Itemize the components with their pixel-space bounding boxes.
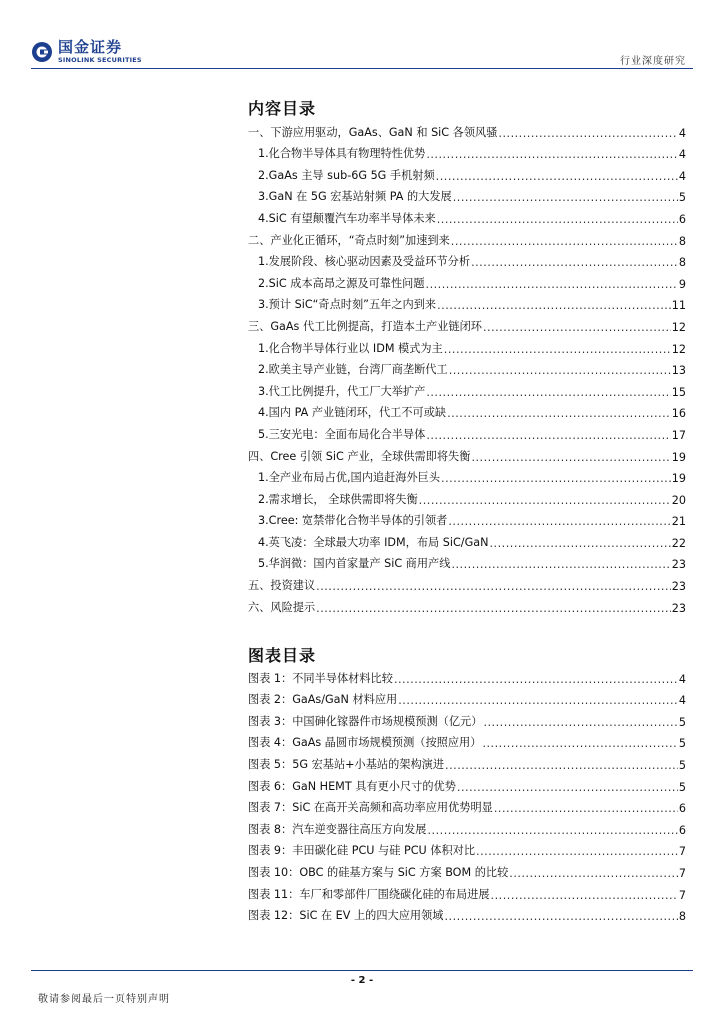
contents-list — [248, 118, 686, 615]
toc-entry[interactable] — [248, 528, 686, 550]
figure-entry-label: 图表 5：5G 宏基站+小基站的架构演进 — [248, 757, 445, 771]
dot-leader — [316, 602, 671, 615]
figure-entry-page: 5 — [678, 780, 686, 794]
toc-entry-label: 5.三安光电：全面布局化合半导体 — [258, 427, 426, 441]
toc-entry[interactable] — [248, 140, 686, 162]
toc-entry-page: 4 — [678, 169, 686, 183]
toc-entry-page: 17 — [671, 428, 686, 442]
dot-leader — [483, 321, 671, 334]
figure-entry[interactable] — [248, 664, 686, 686]
figure-entry-page: 6 — [678, 802, 686, 816]
figure-entry-label: 图表 4：GaAs 晶圆市场规模预测（按照应用） — [248, 736, 482, 750]
dot-leader — [447, 407, 671, 420]
figure-entry[interactable] — [248, 686, 686, 708]
figure-entry-page: 6 — [678, 823, 686, 837]
toc-entry[interactable] — [248, 377, 686, 399]
report-type: 行业深度研究 — [620, 56, 686, 67]
figure-entry-page: 5 — [678, 715, 686, 729]
figure-entry[interactable] — [248, 794, 686, 816]
toc-entry-label: 四、Cree 引领 SiC 产业，全球供需即将失衡 — [248, 449, 471, 463]
toc-entry[interactable] — [248, 485, 686, 507]
toc-entry[interactable] — [248, 183, 686, 205]
toc-entry-label: 五、投资建议 — [248, 579, 316, 593]
toc-entry-page: 23 — [671, 558, 686, 572]
dot-leader — [426, 429, 670, 442]
disclaimer: 敬请参阅最后一页特别声明 — [38, 994, 170, 1005]
brand-name-cn: 国金证券 — [58, 38, 123, 56]
toc-entry-label: 2.欧美主导产业链，台湾厂商垄断代工 — [258, 363, 448, 377]
toc-entry[interactable] — [248, 226, 686, 248]
figure-entry[interactable] — [248, 729, 686, 751]
figure-entry-label: 图表 12：SiC 在 EV 上的四大应用领域 — [248, 909, 444, 923]
toc-entry-label: 三、GaAs 代工比例提高，打造本土产业链闭环 — [248, 319, 482, 333]
toc-entry-page: 8 — [678, 256, 686, 270]
figure-entry[interactable] — [248, 902, 686, 924]
dot-leader — [441, 472, 671, 485]
toc-entry-label: 4.英飞凌：全球最大功率 IDM，布局 SiC/GaN — [258, 535, 489, 549]
toc-entry[interactable] — [248, 464, 686, 486]
toc-entry[interactable] — [248, 161, 686, 183]
dot-leader — [453, 191, 678, 204]
page-header — [0, 0, 724, 72]
toc-entry-label: 1.化合物半导体具有物理特性优势 — [258, 147, 426, 161]
toc-entry-label: 2.需求增长， 全球供需即将失衡 — [258, 492, 418, 506]
page-number: - 2 - — [350, 975, 374, 986]
dot-leader — [398, 694, 678, 707]
dot-leader — [471, 451, 670, 464]
contents-title: 内容目录 — [248, 99, 317, 118]
toc-entry-page: 9 — [678, 277, 686, 291]
toc-entry[interactable] — [248, 334, 686, 356]
figure-entry-label: 图表 11：车厂和零部件厂围绕碳化硅的布局进展 — [248, 887, 490, 901]
toc-entry-page: 6 — [678, 212, 686, 226]
toc-entry[interactable] — [248, 291, 686, 313]
toc-entry[interactable] — [248, 399, 686, 421]
figure-entry-label: 图表 2：GaAs/GaN 材料应用 — [248, 693, 398, 707]
dot-leader — [483, 716, 677, 729]
dot-leader — [449, 364, 671, 377]
dot-leader — [426, 386, 670, 399]
toc-entry-label: 3.代工比例提升，代工厂大举扩产 — [258, 384, 426, 398]
toc-entry-label: 六、风险提示 — [248, 600, 316, 614]
dot-leader — [436, 170, 678, 183]
toc-entry[interactable] — [248, 269, 686, 291]
figure-entry-page: 7 — [678, 866, 686, 880]
dot-leader — [437, 213, 678, 226]
dot-leader — [482, 737, 677, 750]
toc-entry-label: 4.SiC 有望颠覆汽车功率半导体未来 — [258, 211, 436, 225]
toc-entry-label: 2.SiC 成本高昂之源及可靠性问题 — [258, 276, 425, 290]
toc-entry[interactable] — [248, 442, 686, 464]
dot-leader — [426, 148, 678, 161]
dot-leader — [445, 759, 678, 772]
toc-entry-page: 4 — [678, 148, 686, 162]
header-divider — [31, 68, 693, 69]
dot-leader — [489, 537, 670, 550]
toc-entry-page: 23 — [671, 580, 686, 594]
figure-entry-label: 图表 9：丰田碳化硅 PCU 与硅 PCU 体积对比 — [248, 844, 476, 858]
toc-entry[interactable] — [248, 420, 686, 442]
figure-entry-page: 7 — [678, 888, 686, 902]
toc-entry-page: 20 — [671, 493, 686, 507]
brand-name-en: SINOLINK SECURITIES — [58, 56, 142, 64]
figure-entry-label: 图表 3：中国砷化镓器件市场规模预测（亿元） — [248, 714, 483, 728]
toc-entry-page: 21 — [671, 515, 686, 529]
dot-leader — [437, 299, 671, 312]
toc-entry[interactable] — [248, 248, 686, 270]
toc-entry-page: 12 — [671, 320, 686, 334]
figure-entry-page: 4 — [678, 672, 686, 686]
toc-entry-page: 5 — [678, 191, 686, 205]
toc-entry[interactable] — [248, 507, 686, 529]
toc-entry-page: 13 — [671, 364, 686, 378]
figure-entry-page: 4 — [678, 694, 686, 708]
figure-entry-label: 图表 6：GaN HEMT 具有更小尺寸的优势 — [248, 779, 456, 793]
figure-entry-page: 8 — [678, 910, 686, 924]
dot-leader — [457, 781, 678, 794]
figure-entry[interactable] — [248, 837, 686, 859]
figures-title: 图表目录 — [248, 646, 317, 665]
toc-entry-page: 19 — [671, 472, 686, 486]
toc-entry-label: 4.国内 PA 产业链闭环，代工不可或缺 — [258, 406, 447, 420]
figure-entry-label: 图表 1：不同半导体材料比较 — [248, 671, 393, 685]
footer-divider — [31, 970, 693, 971]
dot-leader — [444, 343, 671, 356]
toc-entry-label: 二、产业化正循环，“奇点时刻”加速到来 — [248, 233, 450, 247]
dot-leader — [419, 494, 671, 507]
toc-entry[interactable] — [248, 356, 686, 378]
figure-entry-label: 图表 8：汽车逆变器往高压方向发展 — [248, 822, 427, 836]
dot-leader — [394, 673, 678, 686]
toc-entry[interactable] — [248, 312, 686, 334]
toc-entry-label: 1.化合物半导体行业以 IDM 模式为主 — [258, 341, 443, 355]
figure-entry-label: 图表 7：SiC 在高开关高频和高功率应用优势明显 — [248, 801, 493, 815]
toc-entry[interactable] — [248, 593, 686, 615]
dot-leader — [476, 845, 678, 858]
dot-leader — [491, 889, 678, 902]
dot-leader — [316, 580, 671, 593]
dot-leader — [448, 515, 670, 528]
dot-leader — [428, 824, 678, 837]
figures-list — [248, 664, 686, 923]
toc-entry-page: 11 — [671, 299, 686, 313]
sinolink-logo-icon — [31, 41, 53, 63]
toc-entry[interactable] — [248, 118, 686, 140]
figure-entry-page: 5 — [678, 758, 686, 772]
dot-leader — [451, 235, 678, 248]
toc-entry-page: 22 — [671, 536, 686, 550]
toc-entry-label: 3.预计 SiC“奇点时刻”五年之内到来 — [258, 298, 437, 312]
figure-entry[interactable] — [248, 772, 686, 794]
toc-entry-page: 8 — [678, 234, 686, 248]
dot-leader — [444, 910, 677, 923]
toc-entry-page: 16 — [671, 407, 686, 421]
brand-logo — [31, 40, 142, 64]
dot-leader — [451, 558, 670, 571]
toc-entry-label: 1.全产业布局占优,国内追赶海外巨头 — [258, 471, 441, 485]
toc-entry-page: 15 — [671, 385, 686, 399]
toc-entry-label: 3.GaN 在 5G 宏基站射频 PA 的大发展 — [258, 190, 452, 204]
toc-entry-label: 2.GaAs 主导 sub-6G 5G 手机射频 — [258, 168, 435, 182]
dot-leader — [426, 278, 678, 291]
toc-entry-page: 19 — [671, 450, 686, 464]
figure-entry-page: 7 — [678, 845, 686, 859]
figure-entry-page: 5 — [678, 737, 686, 751]
dot-leader — [509, 867, 678, 880]
toc-entry-label: 一、下游应用驱动，GaAs、GaN 和 SiC 各领风骚 — [248, 125, 498, 139]
dot-leader — [494, 802, 678, 815]
figure-entry[interactable] — [248, 815, 686, 837]
toc-entry-page: 4 — [678, 126, 686, 140]
figure-entry[interactable] — [248, 880, 686, 902]
toc-entry[interactable] — [248, 204, 686, 226]
figure-entry[interactable] — [248, 858, 686, 880]
toc-entry-page: 23 — [671, 601, 686, 615]
toc-entry[interactable] — [248, 571, 686, 593]
dot-leader — [498, 127, 677, 140]
figure-entry[interactable] — [248, 707, 686, 729]
figure-entry[interactable] — [248, 750, 686, 772]
figure-entry-label: 图表 10：OBC 的硅基方案与 SiC 方案 BOM 的比较 — [248, 865, 509, 879]
toc-entry[interactable] — [248, 550, 686, 572]
dot-leader — [471, 256, 678, 269]
toc-entry-label: 1.发展阶段、核心驱动因素及受益环节分析 — [258, 255, 471, 269]
toc-entry-label: 3.Cree: 宽禁带化合物半导体的引领者 — [258, 514, 448, 528]
toc-entry-label: 5.华润微：国内首家量产 SiC 商用产线 — [258, 557, 451, 571]
toc-entry-page: 12 — [671, 342, 686, 356]
